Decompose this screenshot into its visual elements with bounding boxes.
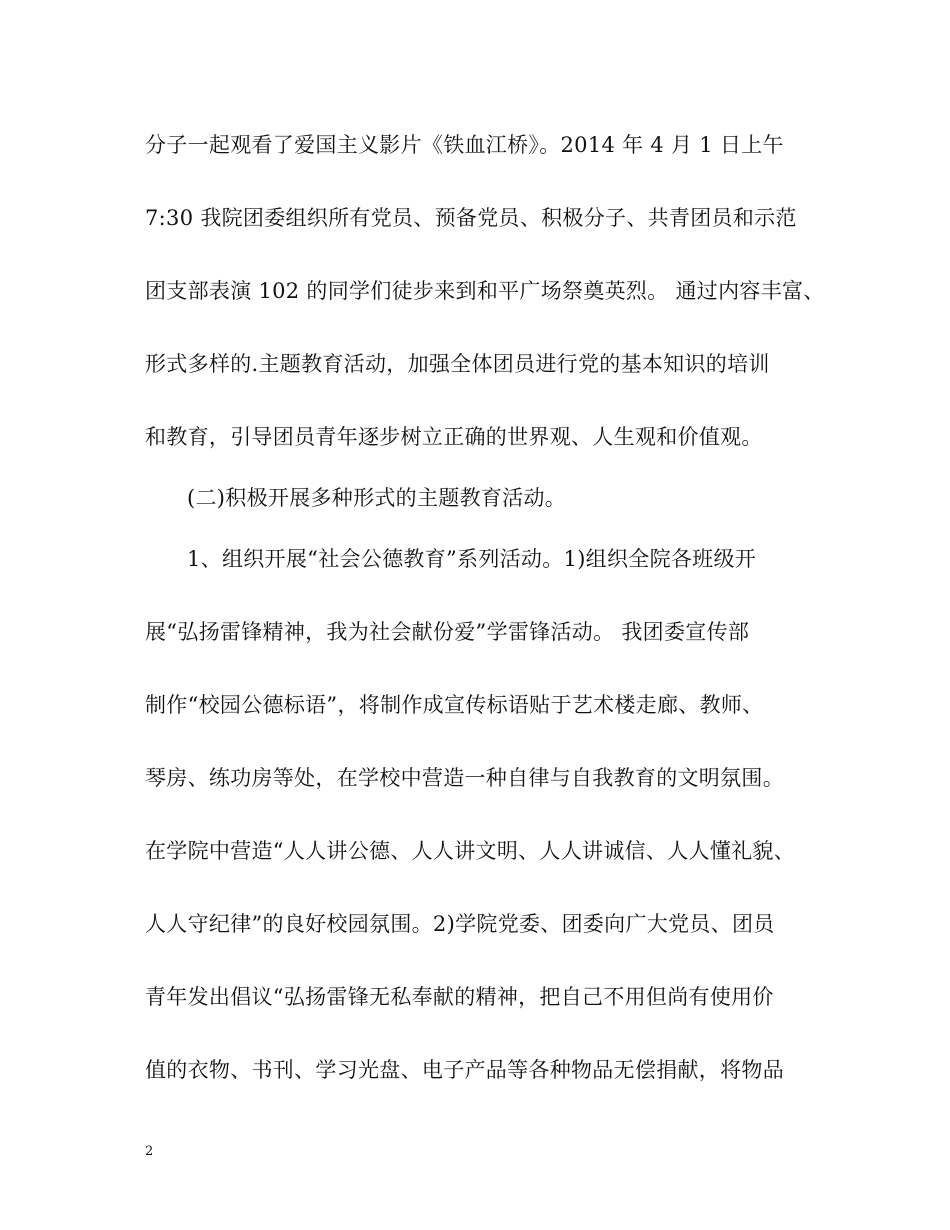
text-line: 团支部表演 102 的同学们徒步来到和平广场祭奠英烈。 通过内容丰富、 — [145, 279, 825, 303]
page-number: 2 — [145, 1144, 154, 1159]
text-line: 人人守纪律”的良好校园氛围。2)学院党委、团委向广大党员、团员 — [145, 912, 775, 936]
text-line: 青年发出倡议“弘扬雷锋无私奉献的精神，把自己不用但尚有使用价 — [145, 985, 774, 1009]
text-line: 7:30 我院团委组织所有党员、预备党员、积极分子、共青团员和示范 — [145, 206, 797, 230]
text-line: 形式多样的.主题教育活动，加强全体团员进行党的基本知识的培训 — [145, 352, 770, 376]
text-line: 分子一起观看了爱国主义影片《铁血江桥》。2014 年 4 月 1 日上午 — [145, 133, 784, 157]
text-line: 展“弘扬雷锋精神，我为社会献份爱”学雷锋活动。 我团委宣传部 — [145, 620, 750, 644]
section-heading: (二)积极开展多种形式的主题教育活动。 — [187, 486, 567, 510]
text-line: 琴房、练功房等处，在学校中营造一种自律与自我教育的文明氛围。 — [145, 766, 784, 790]
text-line: 值的衣物、书刊、学习光盘、电子产品等各种物品无偿捐献，将物品 — [145, 1058, 784, 1082]
text-line: 制作“校园公德标语”，将制作成宣传标语贴于艺术楼走廊、教师、 — [145, 693, 764, 717]
text-line: 在学院中营造“人人讲公德、人人讲文明、人人讲诚信、人人懂礼貌、 — [145, 839, 796, 863]
text-line: 和教育，引导团员青年逐步树立正确的世界观、人生观和价值观。 — [145, 425, 763, 449]
text-line: 1、组织开展“社会公德教育”系列活动。1)组织全院各班级开 — [187, 547, 757, 571]
